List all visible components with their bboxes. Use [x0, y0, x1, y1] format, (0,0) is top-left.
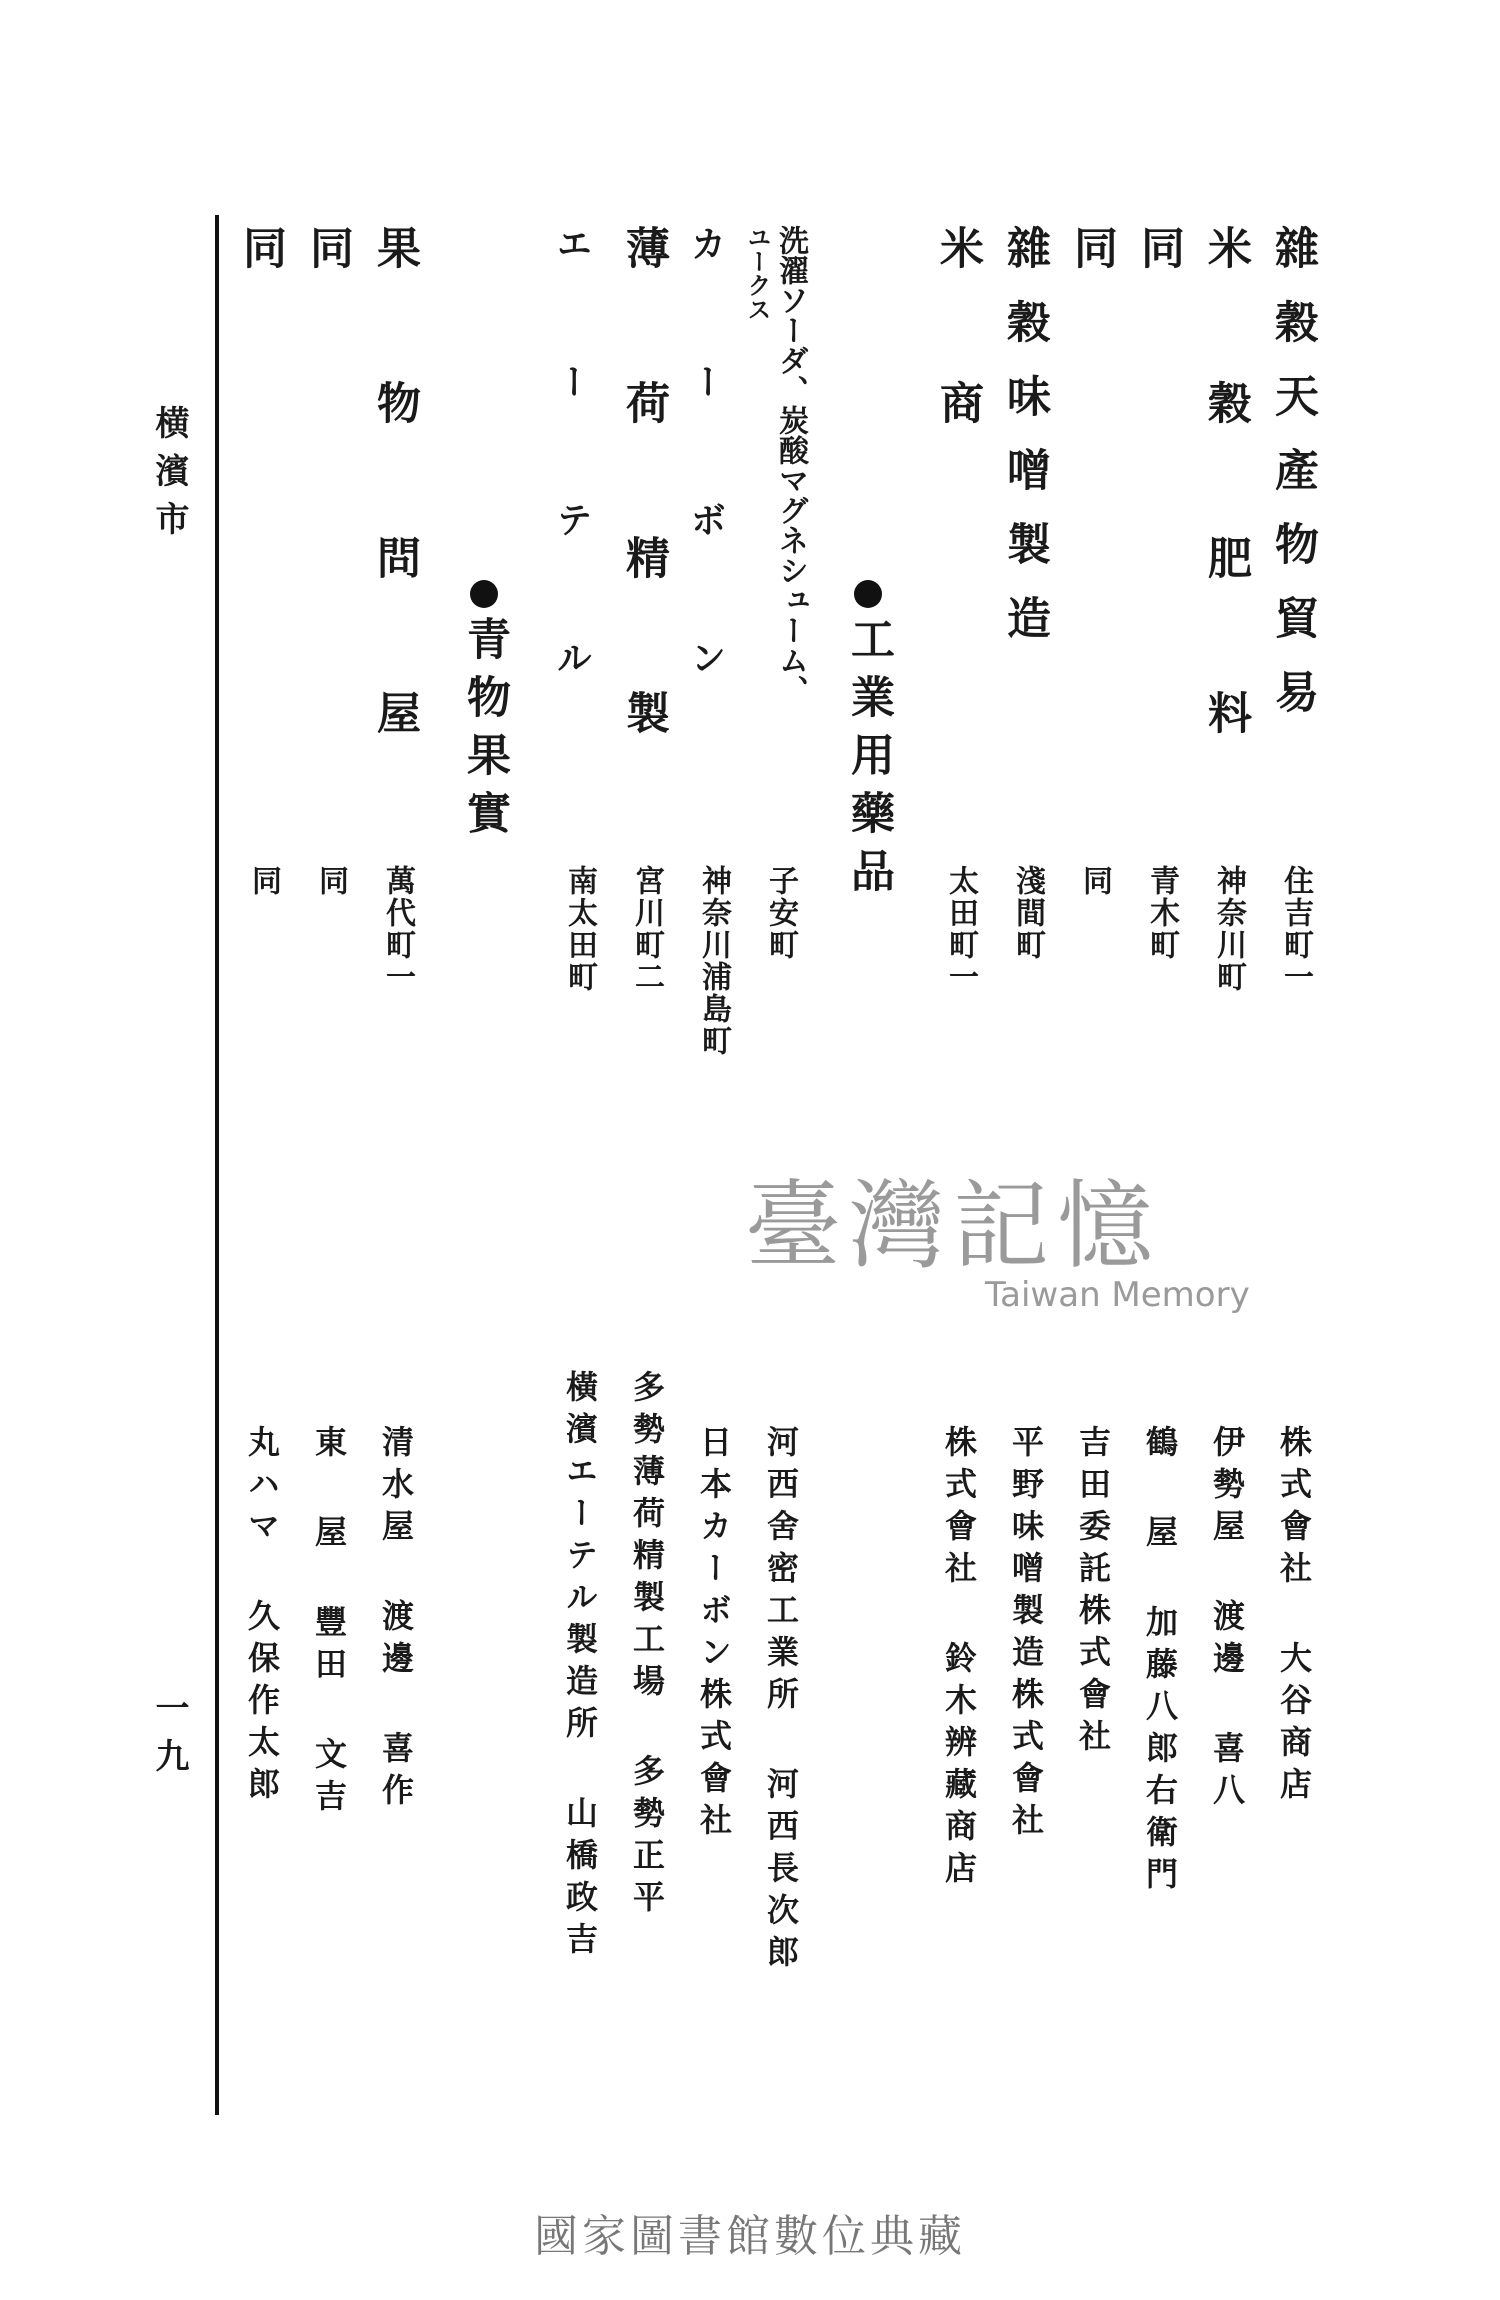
address: 萬代町一	[380, 865, 415, 993]
firm-name: 多勢薄荷精製工場 多勢正平	[628, 1370, 666, 1922]
address: 宮川町二	[629, 865, 664, 993]
trade-label: 果 物 問 屋	[369, 225, 420, 764]
bullet-icon	[470, 580, 498, 608]
firm-name: 東 屋 豐田 文吉	[310, 1425, 348, 1821]
trade-label: 同	[1066, 225, 1117, 299]
firm-name: 丸ハマ 久保作太郎	[243, 1425, 281, 1809]
firm-name: 株式會社 大谷商店	[1275, 1425, 1313, 1809]
firm-name: 伊勢屋 渡邊 喜八	[1208, 1425, 1246, 1815]
trade-label: 雜穀味噌製造	[999, 225, 1050, 669]
address: 青木町	[1144, 865, 1179, 961]
address: 南太田町	[562, 865, 597, 993]
trade-label: 米 商	[932, 225, 983, 454]
address: 神奈川浦島町	[696, 865, 731, 1057]
running-head: 横濱市	[149, 405, 189, 549]
margin-rule	[215, 215, 219, 2115]
section-heading-produce: 青物果實	[462, 580, 506, 848]
address: 神奈川町	[1211, 865, 1246, 993]
address: 淺間町	[1010, 865, 1045, 961]
trade-label: 同	[235, 225, 286, 299]
watermark-title: 臺灣記憶	[745, 1170, 1161, 1282]
firm-name: 株式會社 鈴木辨藏商店	[940, 1425, 978, 1893]
firm-name: 平野味噌製造株式會社	[1007, 1425, 1045, 1845]
trade-label: 雜穀天產物貿易	[1267, 225, 1318, 743]
address: 子安町	[763, 865, 798, 961]
firm-name: 吉田委託株式會社	[1074, 1425, 1112, 1761]
address: 同	[1077, 865, 1112, 897]
address: 同	[246, 865, 281, 897]
trade-label: 薄 荷 精 製	[618, 225, 669, 764]
firm-name: 清水屋 渡邊 喜作	[377, 1425, 415, 1815]
section-heading-chemicals: 工業用藥品	[846, 580, 890, 906]
trade-label: 米 穀 肥 料	[1200, 225, 1251, 764]
trade-label-continued: ユークス	[743, 225, 772, 321]
trade-label: カ ー ボ ン	[685, 225, 727, 705]
bullet-icon	[854, 580, 882, 608]
trade-label: 同	[302, 225, 353, 299]
address: 太田町一	[943, 865, 978, 993]
firm-name: 鶴 屋 加藤八郎右衛門	[1141, 1425, 1179, 1899]
address: 住吉町一	[1278, 865, 1313, 993]
page-number: 一九	[149, 1690, 189, 1786]
footer-credit: 國家圖書館數位典藏	[534, 2211, 966, 2262]
address: 同	[313, 865, 348, 897]
trade-label: エ ー テ ル	[551, 225, 593, 705]
trade-label: 同	[1133, 225, 1184, 299]
firm-name: 橫濱エーテル製造所 山橋政吉	[561, 1370, 599, 1964]
watermark-subtitle: Taiwan Memory	[985, 1275, 1250, 1315]
firm-name: 河西舍密工業所 河西長次郎	[762, 1425, 800, 1977]
trade-label: 洗濯ソーダ、炭酸マグネシューム、	[773, 225, 808, 705]
firm-name: 日本カーボン株式會社	[695, 1425, 733, 1845]
